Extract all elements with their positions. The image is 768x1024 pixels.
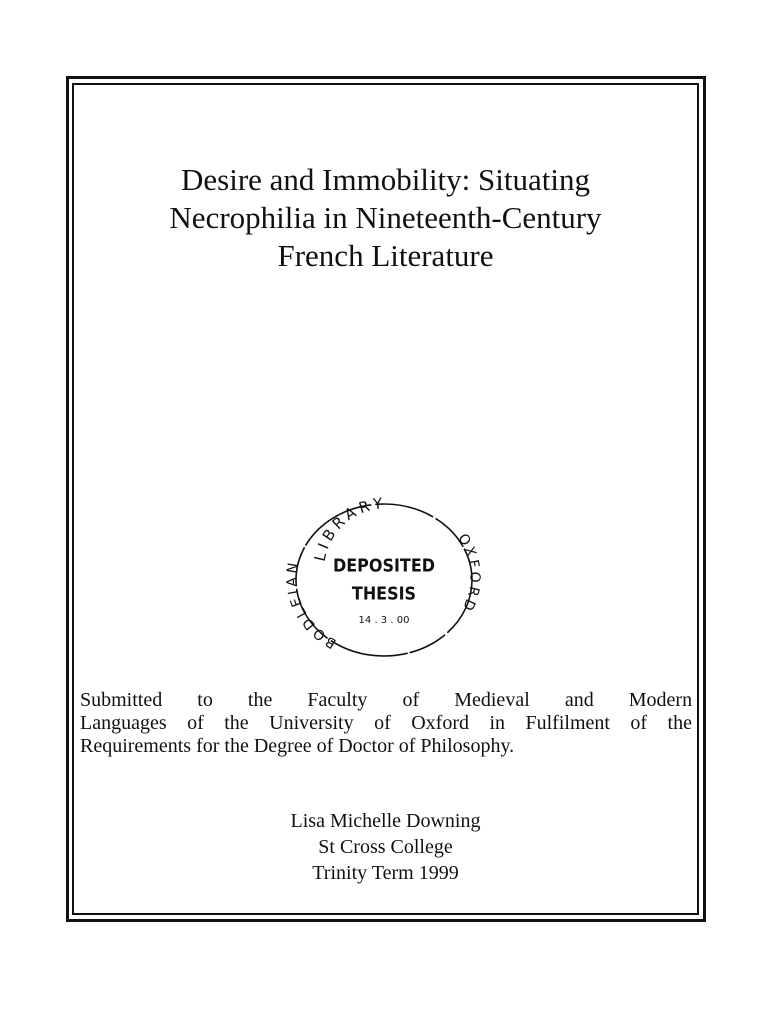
- submission-statement: [80, 689, 692, 758]
- bodleian-library-stamp: [284, 493, 484, 663]
- stamp-top-arc: LIBRARY: [310, 494, 388, 564]
- author-name: Lisa Michelle Downing: [290, 810, 481, 832]
- submission-word: Modern: [628, 689, 693, 711]
- author-college: St Cross College: [318, 836, 453, 858]
- submission-word: Submitted: [80, 689, 163, 711]
- thesis-title: [72, 161, 699, 275]
- stamp-date: 14 . 3 . 00: [358, 615, 410, 626]
- author-block: [72, 808, 699, 886]
- title-line-2: Necrophilia in Nineteenth-Century: [169, 200, 602, 235]
- submission-word: the: [247, 689, 273, 711]
- submission-word: of: [402, 689, 420, 711]
- submission-word: Medieval: [454, 689, 530, 711]
- title-line-1: Desire and Immobility: Situating: [181, 162, 590, 197]
- stamp-line-2: THESIS: [351, 582, 417, 604]
- submission-word: to: [197, 689, 213, 711]
- submission-word: Faculty: [307, 689, 368, 711]
- submission-line-1: [80, 689, 692, 712]
- submission-word: and: [564, 689, 594, 711]
- title-line-3: French Literature: [277, 238, 494, 273]
- submission-term: Trinity Term 1999: [312, 862, 459, 884]
- stamp-left-arc: BODLEIAN: [284, 558, 340, 652]
- submission-line-3: Requirements for the Degree of Doctor of Philosophy.: [80, 735, 515, 757]
- submission-line-2: Languages of the University of Oxford in Fulfilment of the: [80, 712, 692, 734]
- stamp-line-1: DEPOSITED: [332, 554, 436, 576]
- stamp-right-arc: OXFORD: [454, 531, 483, 616]
